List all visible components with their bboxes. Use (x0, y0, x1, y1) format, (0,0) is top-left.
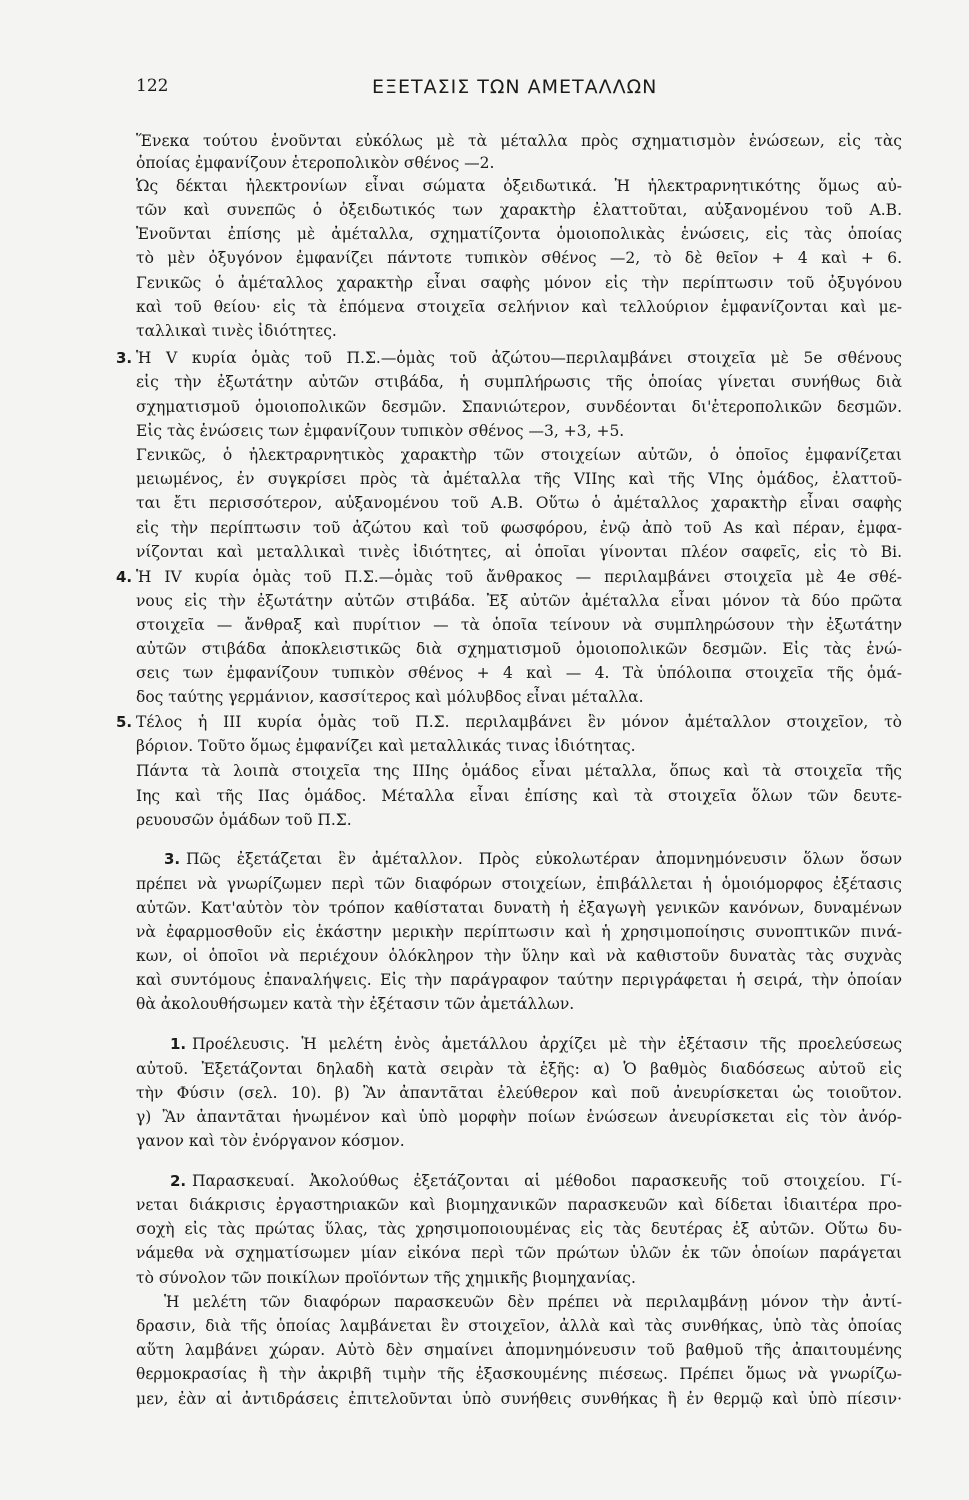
text-line: καὶ τοῦ θείου· εἰς τὰ ἑπόμενα στοιχεῖα σελήνιον καὶ τελλούριον ἐμφανίζονται καὶ με- (136, 298, 902, 316)
text-line: αὕτη λαμβάνει χώραν. Αὐτὸ δὲν σημαίνει ἀπομνημόνευσιν τοῦ βαθμοῦ τῆς ἀπαιτουμένης (136, 1341, 902, 1359)
text-line: ταλλικαὶ τινὲς ἰδιότητες. (136, 322, 337, 340)
text-line: μεν, ἐὰν αἱ ἀντιδράσεις ἐπιτελοῦνται ὑπὸ συνήθεις συνθήκας ἢ ἐν θερμῷ καὶ ὑπὸ πίεσιν· (136, 1390, 902, 1408)
text-line: δρασιν, διὰ τῆς ὁποίας λαμβάνεται ἓν στοιχεῖον, ἀλλὰ καὶ τὰς συνθήκας, ὑπὸ τὰς ὁποίας (136, 1317, 902, 1335)
text-line: γανον καὶ τὸν ἐνόργανον κόσμον. (136, 1132, 405, 1150)
text-line: Πῶς ἐξετάζεται ἓν ἀμέταλλον. Πρὸς εὐκολωτέραν ἀπομνημόνευσιν ὅλων ὅσων (186, 850, 902, 868)
text-line: εἰς τὴν περίπτωσιν τοῦ ἀζώτου καὶ τοῦ φωσφόρου, ἐνῷ ἀπὸ τοῦ As καὶ πέραν, ἐμφα- (136, 519, 902, 537)
section-number: 3. (164, 850, 181, 868)
text-line: μειωμένος, ἐν συγκρίσει πρὸς τὰ ἀμέταλλα τῆς VIIης καὶ τῆς VIης ὁμάδος, ἐλαττοῦ- (136, 470, 902, 488)
text-line: Ἡ μελέτη τῶν διαφόρων παρασκευῶν δὲν πρέπει νὰ περιλαμβάνῃ μόνον τὴν ἀντί- (164, 1293, 902, 1311)
text-line: Εἰς τὰς ἑνώσεις των ἐμφανίζουν τυπικὸν σθένος —3, +3, +5. (136, 422, 625, 440)
text-line: νεται διάκρισις ἐργαστηριακῶν καὶ βιομηχανικῶν παρασκευῶν καὶ δίδεται ἰδιαιτέρα προ- (136, 1196, 902, 1214)
text-line: νους εἰς τὴν ἐξωτάτην αὐτῶν στιβάδα. Ἐξ αὐτῶν ἀμέταλλα εἶναι μόνον τὰ δύο πρῶτα (136, 592, 902, 610)
section-number: 2. (170, 1172, 187, 1190)
text-line: αὐτοῦ. Ἐξετάζονται δηλαδὴ κατὰ σειρὰν τὰ ἑξῆς: α) Ὁ βαθμὸς διαδόσεως αὐτοῦ εἰς (136, 1060, 902, 1078)
section-number: 5. (116, 713, 133, 731)
text-line: Προέλευσις. Ἡ μελέτη ἑνὸς ἀμετάλλου ἀρχίζει μὲ τὴν ἐξέτασιν τῆς προελεύσεως (192, 1035, 902, 1053)
text-line: νὰ ἐφαρμοσθοῦν εἰς ἑκάστην μερικὴν περίπτωσιν καὶ ἡ χρησιμοποίησις συνοπτικῶν πινά- (136, 923, 902, 941)
text-line: σοχὴ εἰς τὰς πρώτας ὕλας, τὰς χρησιμοποιουμένας εἰς τὰς δευτέρας ἐξ αὐτῶν. Οὕτω δυ- (136, 1220, 902, 1238)
text-line: βόριον. Τοῦτο ὅμως ἐμφανίζει καὶ μεταλλικάς τινας ἰδιότητας. (136, 737, 636, 755)
text-line: νίζονται καὶ μεταλλικαὶ τινὲς ἰδιότητες, αἱ ὁποῖαι γίνονται πλέον σαφεῖς, εἰς τὸ Bi. (136, 543, 902, 561)
text-line: Γενικῶς, ὁ ἠλεκτραρνητικὸς χαρακτὴρ τῶν στοιχείων αὐτῶν, ὁ ὁποῖος ἐμφανίζεται (136, 446, 902, 464)
text-line: νάμεθα νὰ σχηματίσωμεν μίαν εἰκόνα περὶ τῶν πρώτων ὑλῶν ἐκ τῶν ὁποίων παράγεται (136, 1244, 902, 1262)
text-line: Ἡ IV κυρία ὁμὰς τοῦ Π.Σ.—ὁμὰς τοῦ ἄνθρακος — περιλαμβάνει στοιχεῖα μὲ 4e σθέ- (136, 568, 902, 586)
page-number: 122 (136, 76, 169, 96)
text-line: τὸ μὲν ὀξυγόνον ἐμφανίζει πάντοτε τυπικὸν σθένος —2, τὸ δὲ θεῖον + 4 καὶ + 6. (136, 249, 902, 267)
page-header (136, 76, 880, 106)
text-line: τῶν καὶ συνεπῶς ὁ ὀξειδωτικός των χαρακτὴρ ἐλαττοῦται, αὐξανομένου τοῦ Α.Β. (136, 201, 902, 219)
text-line: σεις των ἐμφανίζουν τυπικὸν σθένος + 4 καὶ — 4. Τὰ ὑπόλοιπα στοιχεῖα τῆς ὁμά- (136, 664, 902, 682)
running-title: ΕΞΕΤΑΣΙΣ ΤΩΝ ΑΜΕΤΑΛΛΩΝ (372, 76, 658, 98)
text-line: γ) Ἂν ἀπαντᾶται ἡνωμένον καὶ ὑπὸ μορφὴν ποίων ἑνώσεων ἀνευρίσκεται εἰς τὸν ἀνόρ- (136, 1108, 902, 1126)
text-line: πρέπει νὰ γνωρίζωμεν περὶ τῶν διαφόρων στοιχείων, ἐπιβάλλεται ἡ ὁμοιόμορφος ἐξέτασις (136, 875, 902, 893)
text-line: Παρασκευαί. Ἀκολούθως ἐξετάζονται αἱ μέθοδοι παρασκευῆς τοῦ στοιχείου. Γί- (192, 1172, 902, 1190)
section-number: 3. (116, 349, 133, 367)
text-line: ται ἔτι περισσότερον, αὐξανομένου τοῦ Α.Β. Οὕτω ὁ ἀμέταλλος χαρακτὴρ εἶναι σαφὴς (136, 494, 902, 512)
text-line: αὐτῶν στιβάδα ἀποκλειστικῶς διὰ σχηματισμοῦ ὁμοιοπολικῶν δεσμῶν. Εἰς τὰς ἑνώ- (136, 640, 902, 658)
text-line: ρευουσῶν ὁμάδων τοῦ Π.Σ. (136, 811, 352, 829)
text-line: κων, οἱ ὁποῖοι νὰ περιέχουν ὁλόκληρον τὴν ὕλην καὶ νὰ καθιστοῦν δυνατὰς τὰς συχνὰς (136, 947, 902, 965)
text-line: στοιχεῖα — ἄνθραξ καὶ πυρίτιον — τὰ ὁποῖα τείνουν νὰ συμπληρώσουν τὴν ἐξωτάτην (136, 616, 902, 634)
text-line: σχηματισμοῦ ὁμοιοπολικῶν δεσμῶν. Σπανιώτερον, συνδέονται δι'ἑτεροπολικῶν δεσμῶν. (136, 398, 902, 416)
text-line: Ἡ V κυρία ὁμὰς τοῦ Π.Σ.—ὁμὰς τοῦ ἀζώτου—περιλαμβάνει στοιχεῖα μὲ 5e σθένους (136, 349, 902, 367)
text-line: εἰς τὴν ἐξωτάτην αὐτῶν στιβάδα, ἡ συμπλήρωσις τῆς ὁποίας γίνεται συνήθως διὰ (136, 373, 902, 391)
text-line: Ἑνοῦνται ἐπίσης μὲ ἀμέταλλα, σχηματίζοντα ὁμοιοπολικὰς ἑνώσεις, εἰς τὰς ὁποίας (136, 225, 902, 243)
text-line: θὰ ἀκολουθήσωμεν κατὰ τὴν ἐξέτασιν τῶν ἀμετάλλων. (136, 995, 575, 1013)
text-line: Τέλος ἡ III κυρία ὁμὰς τοῦ Π.Σ. περιλαμβάνει ἓν μόνον ἀμέταλλον στοιχεῖον, τὸ (136, 713, 902, 731)
section-number: 1. (170, 1035, 187, 1053)
text-line: τὴν Φύσιν (σελ. 10). β) Ἂν ἀπαντᾶται ἐλεύθερον καὶ ποῦ ἀνευρίσκεται ὡς τοιοῦτον. (136, 1084, 902, 1102)
text-line: Ιης καὶ τῆς ΙΙας ὁμάδος. Μέταλλα εἶναι ἐπίσης καὶ τὰ στοιχεῖα ὅλων τῶν δευτε- (136, 787, 902, 805)
text-line: ὁποίας ἐμφανίζουν ἑτεροπολικὸν σθένος —2. (136, 154, 495, 172)
text-line: δος ταύτης γερμάνιον, κασσίτερος καὶ μόλυβδος εἶναι μέταλλα. (136, 688, 644, 706)
text-line: Ἕνεκα τούτου ἑνοῦνται εὐκόλως μὲ τὰ μέταλλα πρὸς σχηματισμὸν ἑνώσεων, εἰς τὰς (136, 132, 902, 150)
text-line: Ὡς δέκται ἠλεκτρονίων εἶναι σώματα ὀξειδωτικά. Ἡ ἠλεκτραρνητικότης ὅμως αὐ- (136, 177, 902, 195)
text-line: θερμοκρασίας ἢ τὴν ἀκριβῆ τιμὴν τῆς ἐξασκουμένης πιέσεως. Πρέπει ὅμως νὰ γνωρίζω- (136, 1365, 902, 1383)
text-line: Γενικῶς ὁ ἀμέταλλος χαρακτὴρ εἶναι σαφὴς μόνον εἰς τὴν περίπτωσιν τοῦ ὀξυγόνου (136, 274, 902, 292)
text-line: τὸ σύνολον τῶν ποικίλων προϊόντων τῆς χημικῆς βιομηχανίας. (136, 1269, 636, 1287)
text-line: καὶ συντόμους ἐπαναλήψεις. Εἰς τὴν παράγραφον ταύτην περιγράφεται ἡ σειρά, τὴν ὁποίαν (136, 971, 902, 989)
section-number: 4. (116, 568, 133, 586)
text-line: αὐτῶν. Κατ'αὐτὸν τὸν τρόπον καθίσταται δυνατὴ ἡ ἐξαγωγὴ γενικῶν κανόνων, δυναμένων (136, 899, 902, 917)
text-line: Πάντα τὰ λοιπὰ στοιχεῖα της ΙΙΙης ὁμάδος εἶναι μέταλλα, ὅπως καὶ τὰ στοιχεῖα τῆς (136, 762, 902, 780)
